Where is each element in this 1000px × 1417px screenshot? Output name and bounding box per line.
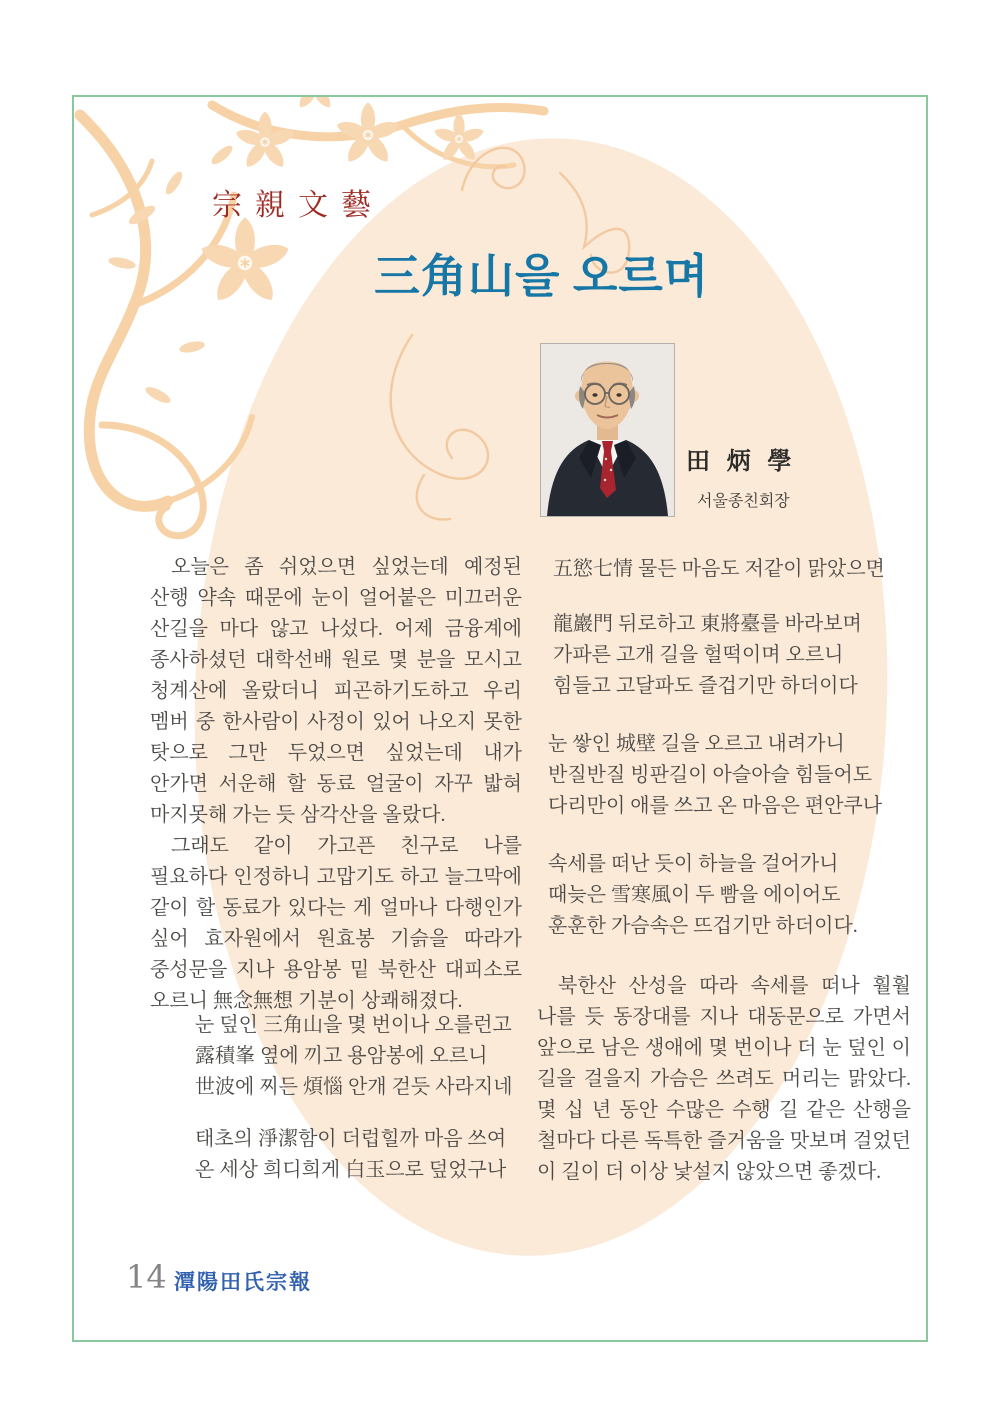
poem-stanza [553,609,862,702]
poem-line: 훈훈한 가슴속은 뜨겁기만 하더이다. [548,915,858,937]
poem-line: 힘들고 고달파도 즐겁기만 하더이다 [553,675,858,697]
poem-line: 태초의 淨潔함이 더럽힐까 마음 쓰여 [195,1128,507,1150]
author-photo [540,343,675,517]
poem-stanza [195,1010,513,1103]
paragraph: 그래도 같이 가고픈 친구로 나를 필요하다 인정하니 고맙기도 하고 늘그막에 같이 할 동료가 있다는 게 얼마나 다행인가 싶어 효자원에서 원효봉 기슭을 따라가 중성문을 지나 용암봉 밑 북한산 대피소로 오르니 無念無想 기분이 상쾌해졌다. [150,835,522,1012]
poem-line: 온 세상 희디희게 白玉으로 덮었구나 [195,1159,507,1181]
poem-line: 반질반질 빙판길이 아슬아슬 힘들어도 [548,764,873,786]
publication-title: 潭陽田氏宗報 [174,1271,312,1294]
left-column [150,552,522,1017]
poem-stanza [553,554,885,585]
poem-stanza [548,729,882,822]
poem-line: 눈 덮인 三角山을 몇 번이나 오를런고 [195,1014,512,1036]
poem-stanza [548,849,858,942]
section-label: 宗親文藝 [212,189,384,222]
poem-line: 눈 쌓인 城壁 길을 오르고 내려가니 [548,733,845,755]
poem-line: 속세를 떠난 듯이 하늘을 걸어가니 [548,853,839,875]
poem-line: 五慾七情 물든 마음도 저같이 맑았으면 [553,558,885,580]
poem-stanza [195,1124,506,1186]
poem-line: 가파른 고개 길을 헐떡이며 오르니 [553,644,844,666]
page-number: 14 [126,1258,167,1296]
poem-line: 龍巖門 뒤로하고 東將臺를 바라보며 [553,613,862,635]
portrait-illustration [541,344,674,516]
author-name: 田 炳 學 [686,448,797,475]
poem-line: 다리만이 애를 쓰고 온 마음은 편안쿠나 [548,795,883,817]
eye-left [592,393,597,396]
paragraph: 오늘은 좀 쉬었으면 싶었는데 예정된 산행 약속 때문에 눈이 얼어붙은 미끄러운 산길을 마다 않고 나섰다. 어제 금융계에 종사하셨던 대학선배 원로 몇 분을 모시고 청계산에 올랐더니 피곤하기도하고 우리 멤버 중 한사람이 사정이 있어 나오지 못한 탓으로 그만 두었으면 싶었는데 내가 안가면 서운해 할 동료 얼굴이 자꾸 밟혀 마지못해 가는 듯 삼각산을 올랐다. [150,556,522,826]
article-title: 三角山을 오르며 [374,251,710,302]
poem-line: 때늦은 雪寒風이 두 빰을 에이어도 [548,884,841,906]
paragraph: 북한산 산성을 따라 속세를 떠나 훨훨 나를 듯 동장대를 지나 대동문으로 가면서 앞으로 남은 생애에 몇 번이나 더 눈 덮인 이 길을 걸을지 가슴은 쓰려도 머리는 맑았다. 몇 십 년 동안 수많은 수행 길 같은 산행을 철마다 다른 독특한 즐거움을 맛보며 걸었던 이 길이 더 이상 낯설지 않았으면 좋겠다. [537,975,911,1183]
author-role: 서울종친회장 [697,493,790,510]
poem-line: 露積峯 옆에 끼고 용암봉에 오르니 [195,1045,488,1067]
eye-right [616,393,621,396]
poem-line: 世波에 찌든 煩惱 안개 걷듯 사라지네 [195,1076,513,1098]
